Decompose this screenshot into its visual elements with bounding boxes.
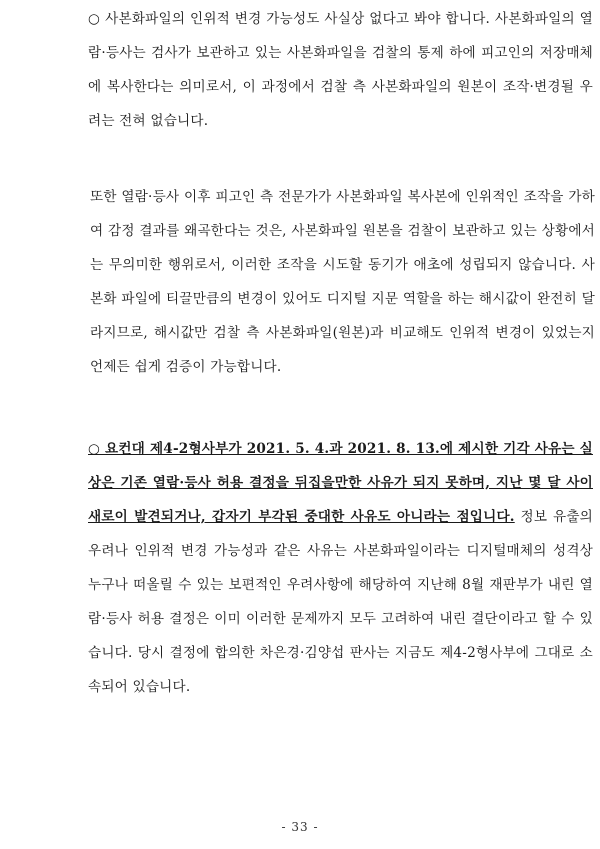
- paragraph-2: 또한 열람·등사 이후 피고인 측 전문가가 사본화파일 복사본에 인위적인 조작을 가하여 감정 결과를 왜곡한다는 것은, 사본화파일 원본을 검찰이 보관하고 있는 상황에서는 무의미한 행위로서, 이러한 조작을 시도할 동기가 애초에 성립되지 않습니다. 사본화 파일에 티끌만큼의 변경이 있어도 디지털 지문 역할을 하는 해시값이 완전히 달라지므로, 해시값만 검찰 측 사본화파일(원본)과 비교해도 인위적 변경이 있었는지 언제든 쉽게 검증이 가능합니다.: [90, 189, 595, 375]
- paragraph-3: [50, 432, 593, 704]
- paragraph-3-rest: 정보 유출의 우려나 인위적 변경 가능성과 같은 사유는 사본화파일이라는 디지털매체의 성격상 누구나 떠올릴 수 있는 보편적인 우려사항에 해당하여 지난해 8월 재판부가 내린 열람·등사 허용 결정은 이미 이러한 문제까지 모두 고려하여 내린 결단이라고 할 수 있습니다. 당시 결정에 합의한 차은경·김양섭 판사는 지금도 제4-2형사부에 그대로 소속되어 있습니다.: [88, 509, 593, 695]
- paragraph-3-emphasis: ○ 요컨대 제4-2형사부가 2021. 5. 4.과 2021. 8. 13.에 제시한 기각 사유는 실상은 기존 열람·등사 허용 결정을 뒤집을만한 사유가 되지 못하며, 지난 몇 달 사이 새로이 발견되거나, 갑자기 부각된 중대한 사유도 아니라는 점입니다.: [88, 441, 593, 525]
- page-number: - 33 -: [281, 820, 319, 834]
- paragraph-1: ○ 사본화파일의 인위적 변경 가능성도 사실상 없다고 봐야 합니다. 사본화파일의 열람·등사는 검사가 보관하고 있는 사본화파일을 검찰의 통제 하에 피고인의 저장매체에 복사한다는 의미로서, 이 과정에서 검찰 측 사본화파일의 원본이 조작·변경될 우려는 전혀 없습니다.: [88, 11, 593, 129]
